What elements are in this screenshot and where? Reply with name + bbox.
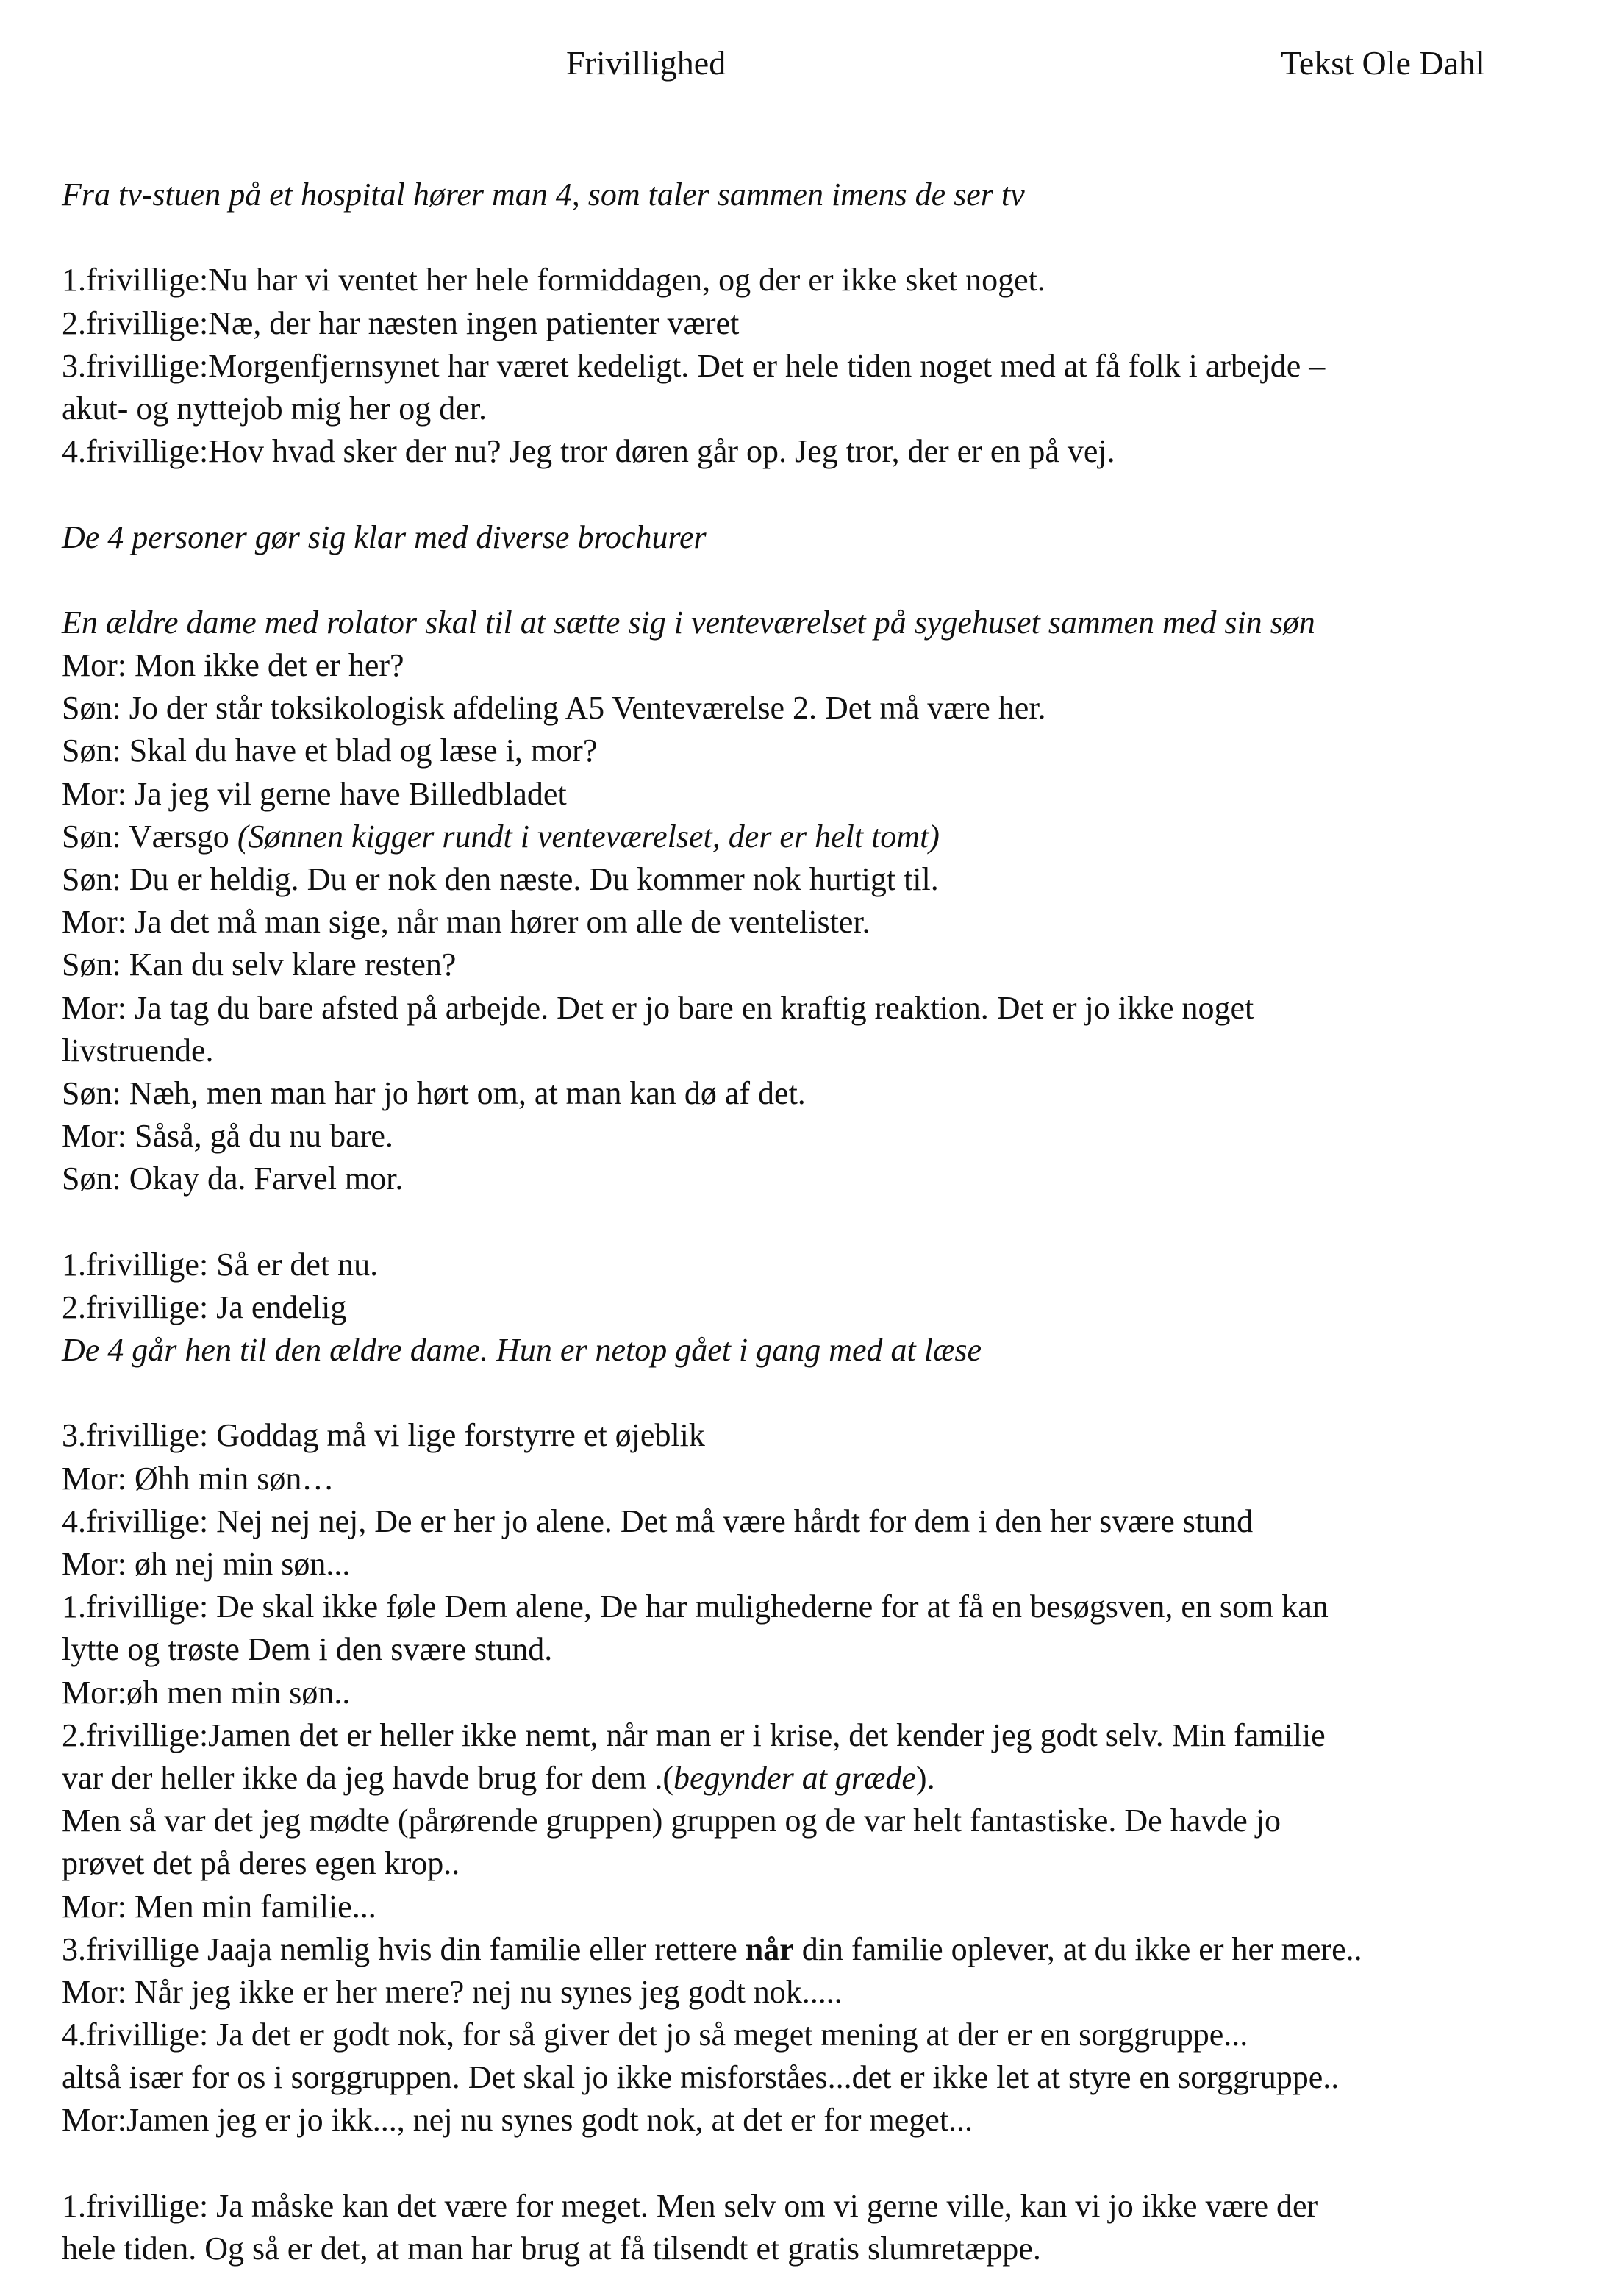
stage-direction: En ældre dame med rolator skal til at sætte sig i venteværelset på sygehuset sammen med sin søn bbox=[62, 604, 1315, 641]
dialogue-line: hele tiden. Og så er det, at man har brug at få tilsendt et gratis slumretæppe. bbox=[62, 2231, 1041, 2267]
dialogue-line: Mor:øh men min søn.. bbox=[62, 1674, 351, 1711]
dialogue-line: Mor: Såså, gå du nu bare. bbox=[62, 1118, 393, 1155]
dialogue-line: Søn: Kan du selv klare resten? bbox=[62, 946, 457, 983]
dialogue-line: 1.frivillige: Så er det nu. bbox=[62, 1246, 379, 1283]
dialogue-line: Mor: Øhh min søn… bbox=[62, 1460, 335, 1497]
dialogue-line: Mor: Ja jeg vil gerne have Billedbladet bbox=[62, 775, 567, 812]
dialogue-line: 1.frivillige:Nu har vi ventet her hele formiddagen, og der er ikke sket noget. bbox=[62, 262, 1045, 299]
dialogue-line bbox=[62, 1757, 1591, 1800]
dialogue-line: 4.frivillige:Hov hvad sker der nu? Jeg tror døren går op. Jeg tror, der er en på vej. bbox=[62, 433, 1115, 470]
dialogue-text: din familie oplever, at du ikke er her mere.. bbox=[793, 1930, 1362, 1967]
dialogue-line: 4.frivillige: Ja det er godt nok, for så giver det jo så meget mening at der er en sorggruppe... bbox=[62, 2017, 1248, 2053]
dialogue-line: 2.frivillige:Næ, der har næsten ingen patienter været bbox=[62, 304, 740, 341]
inline-stage-direction: begynder at græde bbox=[673, 1759, 916, 1796]
dialogue-line: Mor: Ja tag du bare afsted på arbejde. Det er jo bare en kraftig reaktion. Det er jo ikke noget bbox=[62, 989, 1254, 1026]
dialogue-text: ). bbox=[915, 1759, 935, 1796]
dialogue-line: altså især for os i sorggruppen. Det skal jo ikke misforståes...det er ikke let at styre en sorggruppe.. bbox=[62, 2059, 1340, 2096]
dialogue-line: lytte og trøste Dem i den svære stund. bbox=[62, 1631, 553, 1668]
dialogue-line: Mor: øh nej min søn... bbox=[62, 1546, 351, 1582]
dialogue-text: 3.frivillige Jaaja nemlig hvis din familie eller rettere bbox=[62, 1930, 746, 1967]
dialogue-line: 1.frivillige: Ja måske kan det være for meget. Men selv om vi gerne ville, kan vi jo ikke være der bbox=[62, 2187, 1318, 2224]
dialogue-line: akut- og nyttejob mig her og der. bbox=[62, 390, 487, 427]
dialogue-line: 2.frivillige: Ja endelig bbox=[62, 1288, 347, 1325]
dialogue-line: 1.frivillige: De skal ikke føle Dem alene, De har mulighederne for at få en besøgsven, en som kan bbox=[62, 1589, 1329, 1625]
dialogue-line bbox=[62, 1928, 1591, 1971]
dialogue-text: var der heller ikke da jeg havde brug for dem .( bbox=[62, 1759, 673, 1796]
dialogue-line: Men så var det jeg mødte (pårørende gruppen) gruppen og de var helt fantastiske. De havde jo bbox=[62, 1803, 1281, 1839]
document-author: Tekst Ole Dahl bbox=[1281, 44, 1485, 82]
document-title: Frivillighed bbox=[566, 44, 726, 82]
stage-direction: De 4 personer gør sig klar med diverse brochurer bbox=[62, 518, 707, 555]
blank-line bbox=[62, 2142, 1591, 2185]
blank-line bbox=[62, 216, 1591, 259]
blank-line bbox=[62, 1201, 1591, 1244]
dialogue-line: 2.frivillige:Jamen det er heller ikke nemt, når man er i krise, det kender jeg godt selv. Min familie bbox=[62, 1716, 1326, 1753]
blank-line bbox=[62, 1372, 1591, 1414]
dialogue-line: Mor:Jamen jeg er jo ikk..., nej nu synes godt nok, at det er for meget... bbox=[62, 2102, 973, 2139]
blank-line bbox=[62, 559, 1591, 602]
dialogue-line bbox=[62, 816, 1591, 858]
dialogue-line: Søn: Du er heldig. Du er nok den næste. Du kommer nok hurtigt til. bbox=[62, 861, 939, 897]
blank-line bbox=[62, 473, 1591, 516]
document-body bbox=[62, 174, 1591, 2270]
dialogue-line: Mor: Men min familie... bbox=[62, 1888, 376, 1925]
dialogue-line: Mor: Mon ikke det er her? bbox=[62, 647, 404, 684]
dialogue-line: Søn: Jo der står toksikologisk afdeling A5 Venteværelse 2. Det må være her. bbox=[62, 690, 1046, 727]
dialogue-line: 4.frivillige: Nej nej nej, De er her jo alene. Det må være hårdt for dem i den her svære stund bbox=[62, 1502, 1254, 1539]
stage-direction: De 4 går hen til den ældre dame. Hun er netop gået i gang med at læse bbox=[62, 1332, 982, 1369]
dialogue-text: Søn: Værsgo bbox=[62, 818, 237, 855]
dialogue-line: 3.frivillige: Goddag må vi lige forstyrre et øjeblik bbox=[62, 1417, 705, 1454]
dialogue-line: prøvet det på deres egen krop.. bbox=[62, 1845, 460, 1882]
dialogue-line: Mor: Ja det må man sige, når man hører om alle de ventelister. bbox=[62, 904, 870, 941]
dialogue-line: Mor: Når jeg ikke er her mere? nej nu synes jeg godt nok..... bbox=[62, 1973, 843, 2010]
inline-stage-direction: (Sønnen kigger rundt i venteværelset, der er helt tomt) bbox=[237, 818, 940, 855]
dialogue-line: Søn: Okay da. Farvel mor. bbox=[62, 1161, 404, 1197]
stage-direction: Fra tv-stuen på et hospital hører man 4, som taler sammen imens de ser tv bbox=[62, 177, 1025, 213]
dialogue-line: Søn: Skal du have et blad og læse i, mor? bbox=[62, 732, 598, 769]
dialogue-line: livstruende. bbox=[62, 1032, 214, 1069]
emphasis-text: når bbox=[745, 1930, 794, 1967]
dialogue-line: 3.frivillige:Morgenfjernsynet har været kedeligt. Det er hele tiden noget med at få folk i arbejde – bbox=[62, 347, 1326, 384]
dialogue-line: Søn: Næh, men man har jo hørt om, at man kan dø af det. bbox=[62, 1074, 806, 1111]
